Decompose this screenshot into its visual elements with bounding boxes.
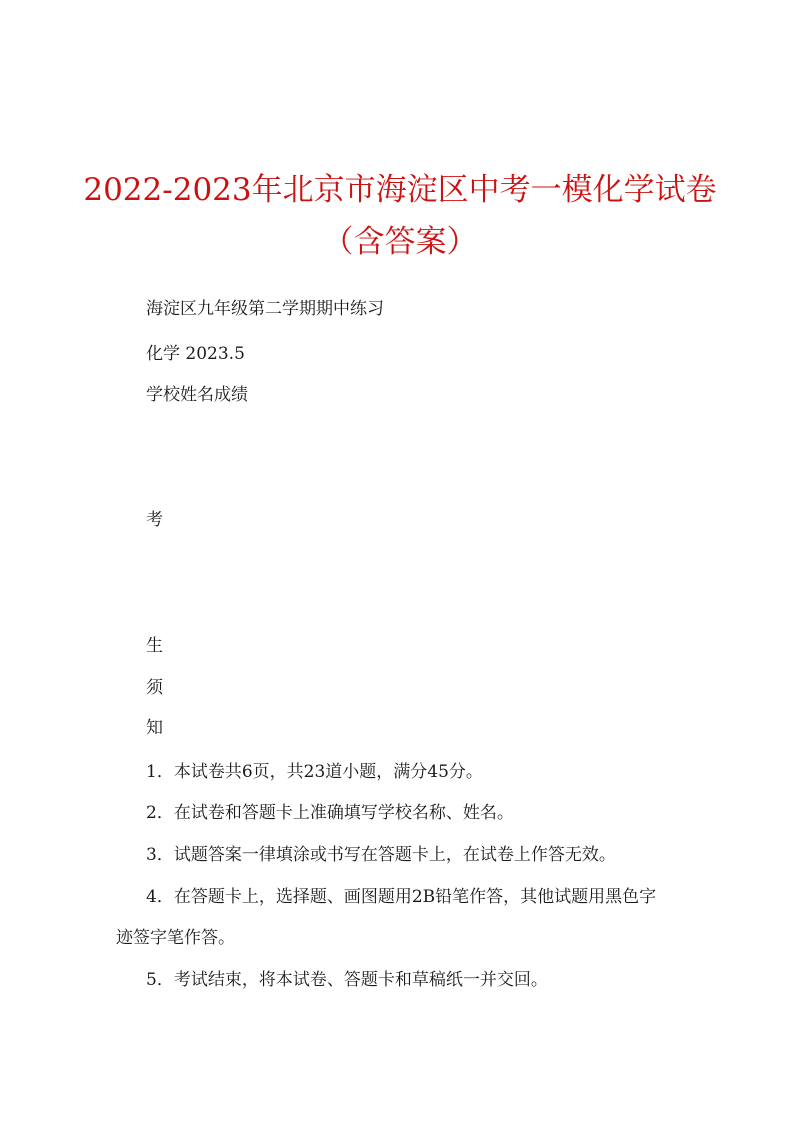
student-info-fields: 学校姓名成绩 [146, 385, 248, 405]
subject-date: 化学 2023.5 [146, 344, 245, 364]
instruction-item: 2．在试卷和答题卡上准确填写学校名称、姓名。 [146, 803, 514, 823]
notice-label-char: 生 [146, 636, 163, 656]
notice-label-char: 须 [146, 678, 163, 698]
instruction-item: 1．本试卷共6页，共23道小题，满分45分。 [146, 762, 483, 782]
document-title: 2022-2023年北京市海淀区中考一模化学试卷 [83, 172, 717, 208]
instruction-item: 5．考试结束，将本试卷、答题卡和草稿纸一并交回。 [146, 970, 548, 990]
document-subtitle: （含答案） [322, 224, 478, 260]
instruction-item: 3．试题答案一律填涂或书写在答题卡上，在试卷上作答无效。 [146, 845, 616, 865]
instruction-item-continuation: 迹签字笔作答。 [116, 928, 235, 948]
exam-name: 海淀区九年级第二学期期中练习 [146, 299, 384, 319]
notice-label-char: 考 [146, 510, 163, 530]
notice-label-char: 知 [146, 718, 163, 738]
instruction-item: 4．在答题卡上，选择题、画图题用2B铅笔作答，其他试题用黑色字 [146, 887, 657, 907]
